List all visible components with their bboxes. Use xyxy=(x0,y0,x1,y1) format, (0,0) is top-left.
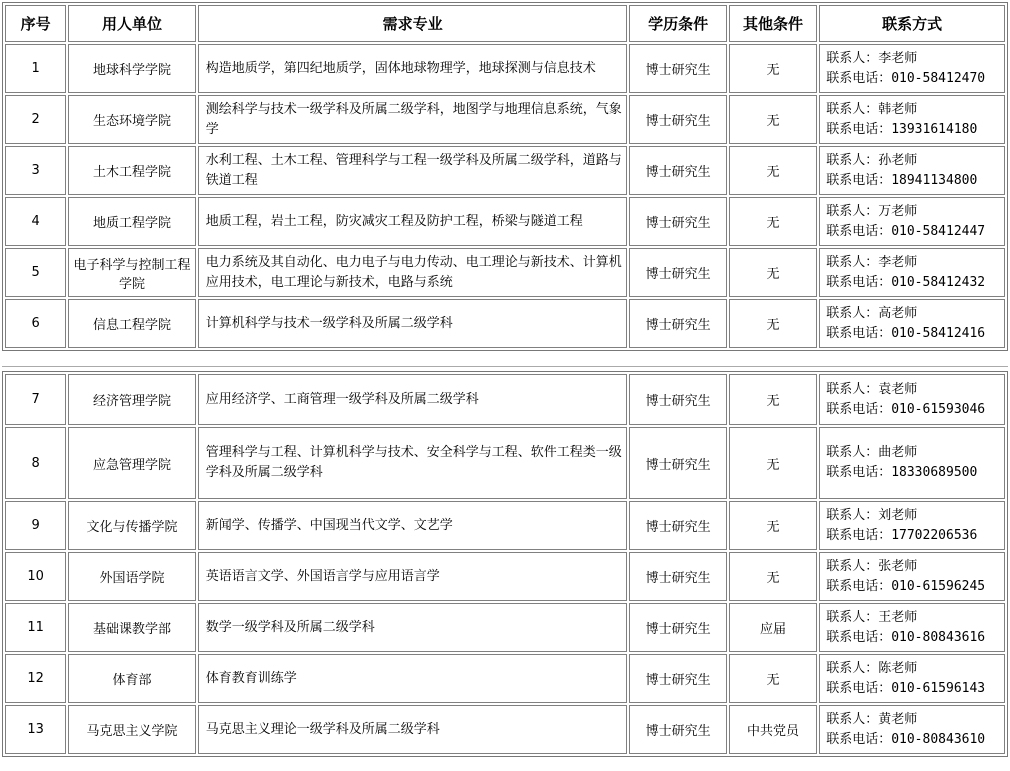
header-degree: 学历条件 xyxy=(629,5,726,42)
contact-person: 联系人：张老师 xyxy=(826,558,918,574)
row-major: 应用经济学、工商管理一级学科及所属二级学科 xyxy=(198,374,628,425)
row-major: 水利工程、土木工程、管理科学与工程一级学科及所属二级学科，道路与铁道工程 xyxy=(198,146,628,195)
table-row xyxy=(5,374,1005,425)
row-major: 体育教育训练学 xyxy=(198,654,628,703)
row-unit: 应急管理学院 xyxy=(68,427,196,499)
contact-person: 联系人：黄老师 xyxy=(826,711,918,727)
row-unit: 土木工程学院 xyxy=(68,146,196,195)
row-contact xyxy=(819,248,1005,297)
row-no: 10 xyxy=(5,552,66,601)
row-other: 无 xyxy=(729,501,817,550)
row-degree: 博士研究生 xyxy=(629,501,726,550)
row-other: 无 xyxy=(729,146,817,195)
row-major: 新闻学、传播学、中国现当代文学、文艺学 xyxy=(198,501,628,550)
contact-person: 联系人：李老师 xyxy=(826,254,918,270)
header-major: 需求专业 xyxy=(198,5,628,42)
row-contact xyxy=(819,44,1005,93)
contact-phone: 联系电话：010-61596143 xyxy=(826,680,986,696)
contact-person: 联系人：陈老师 xyxy=(826,660,918,676)
row-degree: 博士研究生 xyxy=(629,44,726,93)
table-row xyxy=(5,552,1005,601)
row-no: 1 xyxy=(5,44,66,93)
row-contact xyxy=(819,427,1005,499)
recruitment-table-part-1 xyxy=(2,2,1008,351)
row-degree: 博士研究生 xyxy=(629,654,726,703)
row-contact xyxy=(819,501,1005,550)
contact-person: 联系人：王老师 xyxy=(826,609,918,625)
contact-phone: 联系电话：010-58412416 xyxy=(826,325,986,341)
contact-phone: 联系电话：010-58412432 xyxy=(826,274,986,290)
table-row xyxy=(5,248,1005,297)
table-row xyxy=(5,427,1005,499)
row-major: 马克思主义理论一级学科及所属二级学科 xyxy=(198,705,628,754)
contact-phone: 联系电话：010-61596245 xyxy=(826,578,986,594)
row-no: 12 xyxy=(5,654,66,703)
row-no: 2 xyxy=(5,95,66,144)
row-unit: 地质工程学院 xyxy=(68,197,196,246)
table-row xyxy=(5,705,1005,754)
row-contact xyxy=(819,705,1005,754)
row-unit: 文化与传播学院 xyxy=(68,501,196,550)
row-no: 13 xyxy=(5,705,66,754)
row-contact xyxy=(819,299,1005,348)
contact-phone: 联系电话：010-80843616 xyxy=(826,629,986,645)
contact-person: 联系人：袁老师 xyxy=(826,381,918,397)
row-other: 无 xyxy=(729,95,817,144)
row-unit: 生态环境学院 xyxy=(68,95,196,144)
table-row xyxy=(5,44,1005,93)
row-contact xyxy=(819,552,1005,601)
row-other: 无 xyxy=(729,248,817,297)
row-degree: 博士研究生 xyxy=(629,603,726,652)
contact-phone: 联系电话：010-58412470 xyxy=(826,70,986,86)
contact-person: 联系人：刘老师 xyxy=(826,507,918,523)
table-row xyxy=(5,95,1005,144)
row-unit: 基础课教学部 xyxy=(68,603,196,652)
row-degree: 博士研究生 xyxy=(629,146,726,195)
contact-phone: 联系电话：010-61593046 xyxy=(826,401,986,417)
row-unit: 地球科学学院 xyxy=(68,44,196,93)
table-header-row xyxy=(5,5,1005,42)
row-degree: 博士研究生 xyxy=(629,374,726,425)
row-degree: 博士研究生 xyxy=(629,95,726,144)
recruitment-table-part-2 xyxy=(2,371,1008,757)
row-unit: 体育部 xyxy=(68,654,196,703)
contact-person: 联系人：曲老师 xyxy=(826,445,918,460)
row-major: 构造地质学，第四纪地质学，固体地球物理学，地球探测与信息技术 xyxy=(198,44,628,93)
header-contact: 联系方式 xyxy=(819,5,1005,42)
row-no: 3 xyxy=(5,146,66,195)
row-major: 测绘科学与技术一级学科及所属二级学科，地图学与地理信息系统，气象学 xyxy=(198,95,628,144)
header-unit: 用人单位 xyxy=(68,5,196,42)
row-major: 英语语言文学、外国语言学与应用语言学 xyxy=(198,552,628,601)
contact-phone: 联系电话：17702206536 xyxy=(826,527,978,543)
table-row xyxy=(5,654,1005,703)
row-major: 管理科学与工程、计算机科学与技术、安全科学与工程、软件工程类一级学科及所属二级学科 xyxy=(198,427,628,499)
contact-phone: 联系电话：18941134800 xyxy=(826,172,978,188)
row-other: 无 xyxy=(729,427,817,499)
row-contact xyxy=(819,95,1005,144)
row-other: 无 xyxy=(729,374,817,425)
row-no: 5 xyxy=(5,248,66,297)
row-contact xyxy=(819,146,1005,195)
contact-person: 联系人：高老师 xyxy=(826,305,918,321)
header-other: 其他条件 xyxy=(729,5,817,42)
row-no: 4 xyxy=(5,197,66,246)
row-other: 无 xyxy=(729,197,817,246)
contact-phone: 联系电话：010-58412447 xyxy=(826,223,986,239)
row-no: 9 xyxy=(5,501,66,550)
row-major: 地质工程，岩土工程，防灾减灾工程及防护工程，桥梁与隧道工程 xyxy=(198,197,628,246)
header-no: 序号 xyxy=(5,5,66,42)
table-row xyxy=(5,501,1005,550)
table-row xyxy=(5,299,1005,348)
contact-person: 联系人：李老师 xyxy=(826,50,918,66)
row-unit: 马克思主义学院 xyxy=(68,705,196,754)
row-no: 7 xyxy=(5,374,66,425)
row-no: 8 xyxy=(5,427,66,499)
contact-phone: 联系电话：010-80843610 xyxy=(826,731,986,747)
row-degree: 博士研究生 xyxy=(629,552,726,601)
row-contact xyxy=(819,603,1005,652)
row-other: 无 xyxy=(729,552,817,601)
row-degree: 博士研究生 xyxy=(629,427,726,499)
row-degree: 博士研究生 xyxy=(629,299,726,348)
row-other: 应届 xyxy=(729,603,817,652)
row-contact xyxy=(819,197,1005,246)
contact-person: 联系人：韩老师 xyxy=(826,101,918,117)
row-other: 中共党员 xyxy=(729,705,817,754)
row-degree: 博士研究生 xyxy=(629,705,726,754)
table-row xyxy=(5,197,1005,246)
row-degree: 博士研究生 xyxy=(629,248,726,297)
contact-person: 联系人：孙老师 xyxy=(826,152,918,168)
row-major: 计算机科学与技术一级学科及所属二级学科 xyxy=(198,299,628,348)
row-no: 6 xyxy=(5,299,66,348)
contact-phone: 联系电话：18330689500 xyxy=(826,465,978,480)
row-major: 数学一级学科及所属二级学科 xyxy=(198,603,628,652)
table-row xyxy=(5,603,1005,652)
row-no: 11 xyxy=(5,603,66,652)
contact-phone: 联系电话：13931614180 xyxy=(826,121,978,137)
row-contact xyxy=(819,374,1005,425)
row-degree: 博士研究生 xyxy=(629,197,726,246)
table-separator xyxy=(2,366,1008,367)
contact-person: 联系人：万老师 xyxy=(826,203,918,219)
row-unit: 电子科学与控制工程学院 xyxy=(68,248,196,297)
row-other: 无 xyxy=(729,299,817,348)
row-unit: 外国语学院 xyxy=(68,552,196,601)
row-other: 无 xyxy=(729,44,817,93)
row-unit: 经济管理学院 xyxy=(68,374,196,425)
table-row xyxy=(5,146,1005,195)
row-other: 无 xyxy=(729,654,817,703)
row-unit: 信息工程学院 xyxy=(68,299,196,348)
row-contact xyxy=(819,654,1005,703)
row-major: 电力系统及其自动化、电力电子与电力传动、电工理论与新技术、计算机应用技术，电工理论与新技术，电路与系统 xyxy=(198,248,628,297)
